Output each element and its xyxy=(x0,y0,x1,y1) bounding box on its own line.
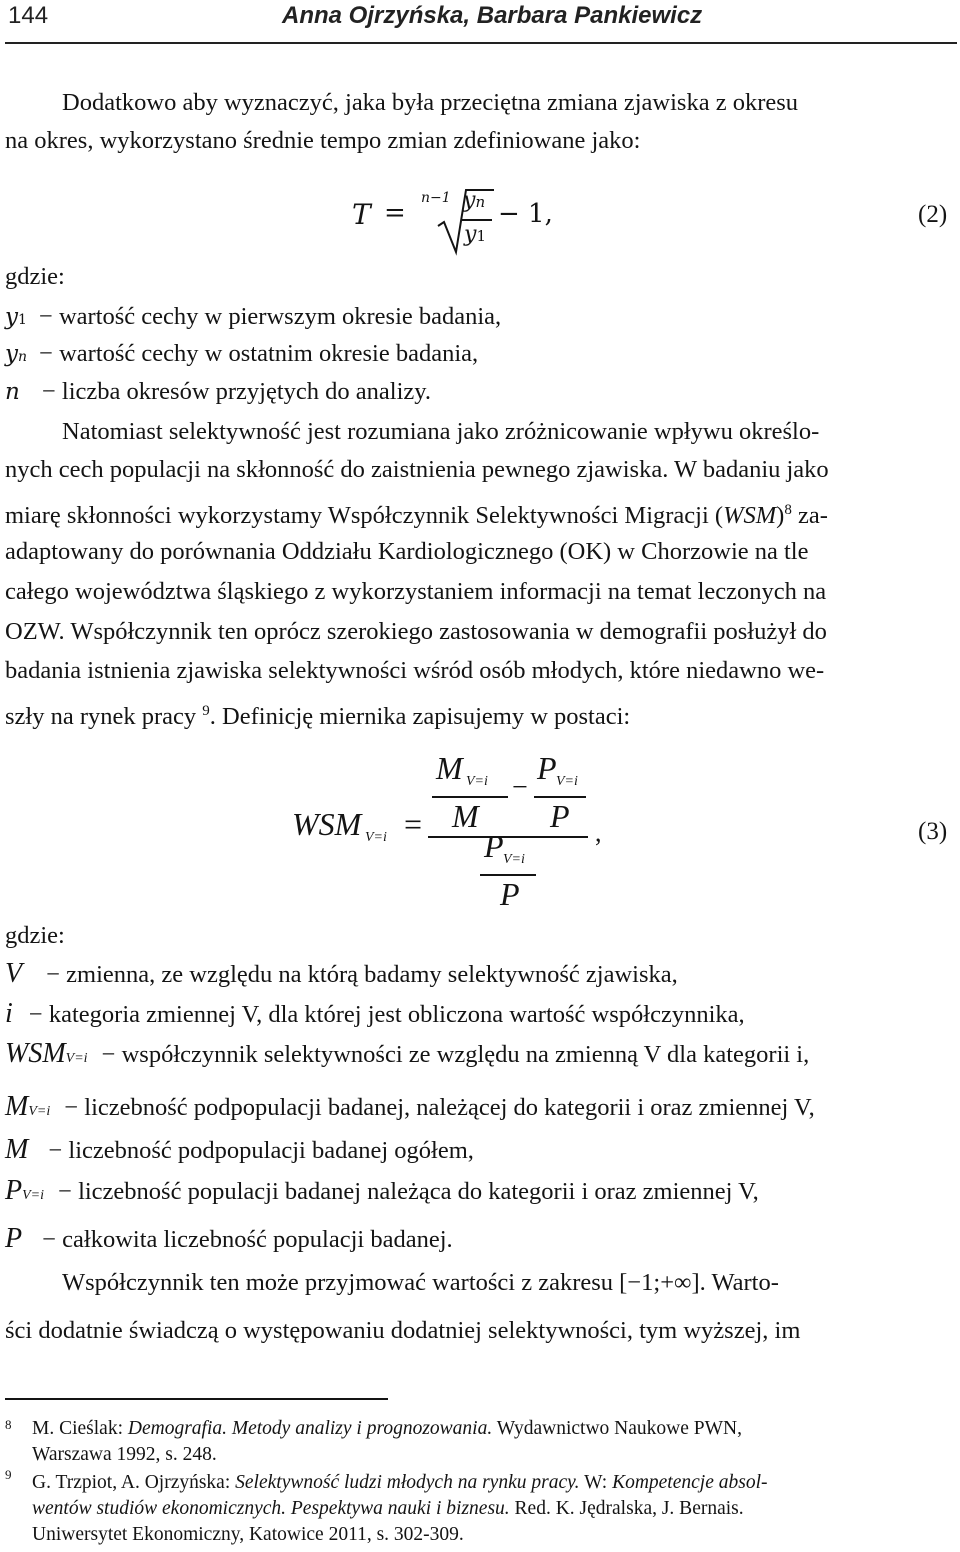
def-y1-text: − wartość cechy w pierwszym okresie badania, xyxy=(39,303,502,330)
eq3-equals: = xyxy=(404,806,423,842)
def-WSM xyxy=(5,1035,809,1078)
def-M-symbol: M xyxy=(5,1134,29,1165)
footnote-8-line-2: Warszawa 1992, s. 248. xyxy=(32,1444,217,1465)
eq2-lhs: T xyxy=(352,198,371,231)
running-header-authors: Anna Ojrzyńska, Barbara Pankiewicz xyxy=(282,2,703,29)
def-yn-symbol: yn xyxy=(5,341,28,367)
eq3-number: (3) xyxy=(918,818,948,845)
def-yn-text: − wartość cechy w ostatnim okresie badania, xyxy=(39,340,479,367)
eq3-p-den: P xyxy=(500,876,520,912)
footnote-9-line-1: G. Trzpiot, A. Ojrzyńska: Selektywność ludzi młodych na rynku pracy. W: Kompetencje absol- xyxy=(32,1472,768,1493)
def-Pvi-text: − liczebność populacji badanej należąca do kategorii i oraz zmiennej V, xyxy=(58,1178,759,1205)
def-M xyxy=(5,1131,474,1170)
para2-line-6: OZW. Współczynnik ten oprócz szerokiego zastosowania w demografii posłużył do xyxy=(5,618,827,645)
eq3-comma: , xyxy=(595,818,602,847)
def-n xyxy=(5,373,431,411)
def-n-symbol: n xyxy=(5,379,20,405)
def-Pvi-sub: V=i xyxy=(22,1188,44,1203)
eq2-number: (2) xyxy=(918,201,948,228)
def-M-text: − liczebność podpopulacji badanej ogółem, xyxy=(48,1137,474,1164)
eq2-root-index: n−1 xyxy=(421,190,451,206)
eq2-minus-one: − 1, xyxy=(498,199,553,229)
def-Pvi xyxy=(5,1172,759,1215)
eq2-equals: = xyxy=(384,198,406,228)
def-i-text: − kategoria zmiennej V, dla której jest obliczona wartość współczynnika, xyxy=(28,1001,745,1028)
eq3-m-vi: M xyxy=(436,750,463,786)
para2-line-8: szły na rynek pracy $^9$. Definicję miernika zapisujemy w postaci: xyxy=(5,703,631,731)
eq2-denominator: y1 xyxy=(464,222,486,247)
intro-line-1: Dodatkowo aby wyznaczyć, jaka była przeciętna zmiana zjawiska z okresu xyxy=(62,89,799,116)
para2-line-5: całego województwa śląskiego z wykorzystaniem informacji na temat leczonych na xyxy=(5,578,827,605)
para3-line-2: ści dodatnie świadczą o występowaniu dodatniej selektywności, tym wyższej, im xyxy=(5,1317,801,1344)
def-V-text: − zmienna, ze względu na którą badamy selektywność zjawiska, xyxy=(46,961,678,988)
para2-line-2: nych cech populacji na skłonność do zaistnienia pewnego zjawiska. W badaniu jako xyxy=(5,456,829,483)
header-rule xyxy=(5,42,957,44)
def-Pvi-symbol: P xyxy=(5,1175,23,1206)
intro-line-2: na okres, wykorzystano średnie tempo zmian zdefiniowane jako: xyxy=(5,127,641,154)
def-WSM-text: − współczynnik selektywności ze względu na zmienną V dla kategorii i, xyxy=(101,1041,810,1068)
def-i-symbol: i xyxy=(5,998,13,1029)
eq3-p-vi-sub: V=i xyxy=(556,774,578,789)
def-V xyxy=(5,955,678,994)
def-Mvi-symbol: M xyxy=(5,1091,29,1122)
footnote-9-line-2: wentów studiów ekonomicznych. Pespektywa nauki i biznesu. Red. K. Jędralska, J. Bernais. xyxy=(32,1498,744,1519)
def-y1 xyxy=(5,298,501,339)
eq2-numerator: yn xyxy=(463,188,486,213)
eq3-lhs-sub: V=i xyxy=(365,830,387,845)
footnote-8-line-1: M. Cieślak: Demografia. Metody analizy i prognozowania. Wydawnictwo Naukowe PWN, xyxy=(32,1418,742,1439)
def-P-text: − całkowita liczebność populacji badanej. xyxy=(42,1226,453,1253)
footnote-9-line-3: Uniwersytet Ekonomiczny, Katowice 2011, s. 302-309. xyxy=(32,1524,464,1545)
eq3-main-bar xyxy=(428,836,588,838)
footnote-rule xyxy=(5,1398,388,1400)
eq3-lhs: WSM xyxy=(292,806,362,842)
para2-line-3: miarę skłonności wykorzystamy Współczynnik Selektywności Migracji (WSM)$^8$ za- xyxy=(5,502,828,530)
footnote-9-mark: 9 xyxy=(5,1467,12,1482)
gdzie-label-2: gdzie: xyxy=(5,922,65,949)
def-yn xyxy=(5,335,478,376)
def-WSM-symbol: WSM xyxy=(5,1038,66,1069)
def-V-symbol: V xyxy=(5,958,23,989)
eq3-m-vi-sub: V=i xyxy=(466,774,488,789)
def-Mvi xyxy=(5,1088,815,1131)
def-i xyxy=(5,995,745,1034)
eq3-minus: − xyxy=(512,772,528,803)
def-Mvi-text: − liczebność podpopulacji badanej, należącej do kategorii i oraz zmiennej V, xyxy=(64,1094,815,1121)
para2-line-1: Natomiast selektywność jest rozumiana jako zróżnicowanie wpływu określo- xyxy=(62,418,820,445)
def-P xyxy=(5,1220,453,1259)
gdzie-label-1: gdzie: xyxy=(5,263,65,290)
para2-line-4: adaptowany do porównania Oddziału Kardiologicznego (OK) w Chorzowie na tle xyxy=(5,538,809,565)
para2-line-7: badania istnienia zjawiska selektywności wśród osób młodych, które niedawno we- xyxy=(5,657,825,684)
eq3-p-vi-den-sub: V=i xyxy=(503,852,525,867)
def-WSM-sub: V=i xyxy=(65,1051,88,1066)
eq3-p-vi: P xyxy=(537,750,557,786)
eq3-p: P xyxy=(550,798,570,834)
def-y1-symbol: y1 xyxy=(5,304,27,330)
eq3-m: M xyxy=(452,798,479,834)
def-n-text: − liczba okresów przyjętych do analizy. xyxy=(41,378,432,405)
def-Mvi-sub: V=i xyxy=(28,1104,51,1119)
footnote-8-mark: 8 xyxy=(5,1417,12,1432)
para3-line-1: Współczynnik ten może przyjmować wartości z zakresu [−1;+∞]. Warto- xyxy=(62,1269,779,1296)
eq2-fraction-bar xyxy=(461,219,492,221)
page-number: 144 xyxy=(8,2,49,29)
def-P-symbol: P xyxy=(5,1223,23,1254)
eq3-p-vi-den: P xyxy=(484,828,504,864)
